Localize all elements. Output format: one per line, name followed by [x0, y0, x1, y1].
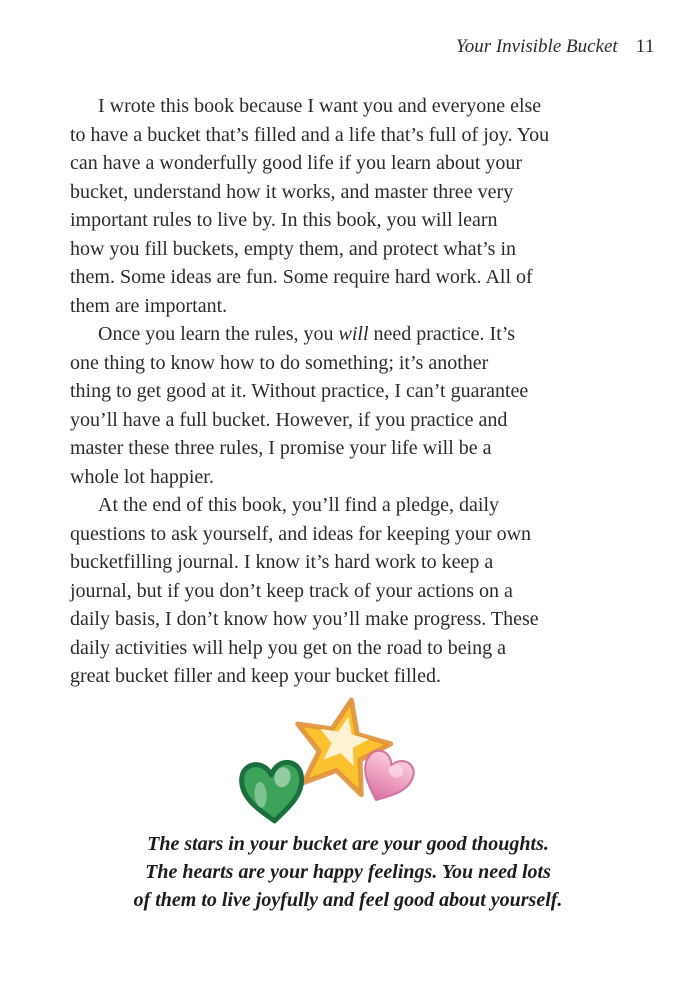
paragraph-3: [70, 491, 630, 691]
text-line: great bucket filler and keep your bucket filled.: [70, 665, 441, 687]
text-line: one thing to know how to do something; it’s another: [70, 351, 489, 374]
body-text: [70, 92, 630, 691]
text-line: you’ll have a full bucket. However, if you practice and: [70, 408, 508, 431]
text-line: thing to get good at it. Without practice, I can’t guarantee: [70, 380, 529, 402]
text-segment: need practice. It’s: [368, 323, 516, 345]
text-line: important rules to live by. In this book, you will learn: [70, 209, 498, 231]
page-header: [0, 36, 655, 58]
page-number: 11: [635, 36, 655, 57]
caption-line: The stars in your bucket are your good thoughts.: [147, 833, 549, 855]
text-line: daily activities will help you get on the road to being a: [70, 636, 507, 659]
text-line: I wrote this book because I want you and everyone else: [98, 95, 542, 117]
running-title: Your Invisible Bucket: [455, 36, 618, 57]
caption-line: The hearts are your happy feelings. You need lots: [145, 861, 551, 883]
text-line: them. Some ideas are fun. Some require hard work. All of: [70, 266, 533, 288]
text-line: [70, 320, 630, 349]
paragraph-1: [70, 92, 630, 320]
text-line: to have a bucket that’s filled and a life that’s full of joy. You: [70, 123, 550, 146]
caption-line: of them to live joyfully and feel good about yourself.: [133, 889, 563, 911]
text-line: At the end of this book, you’ll find a pledge, daily: [98, 494, 500, 516]
text-line: journal, but if you don’t keep track of your actions on a: [70, 579, 513, 602]
text-line: can have a wonderfully good life if you learn about your: [70, 152, 523, 174]
green-heart-icon: [241, 761, 305, 823]
star-hearts-illustration: [238, 696, 438, 831]
text-line: bucketfilling journal. I know it’s hard work to keep a: [70, 551, 494, 573]
text-line: questions to ask yourself, and ideas for keeping your own: [70, 522, 532, 545]
text-segment: Once you learn the rules, you: [98, 323, 339, 345]
text-line: master these three rules, I promise your life will be a: [70, 437, 492, 459]
text-line: daily basis, I don’t know how you’ll make progress. These: [70, 608, 539, 630]
text-line: bucket, understand how it works, and master three very: [70, 180, 514, 203]
text-line: them are important.: [70, 294, 228, 317]
text-line: how you fill buckets, empty them, and protect what’s in: [70, 237, 517, 260]
emphasized-word: will: [338, 323, 369, 345]
illustration-caption: [48, 830, 648, 914]
paragraph-2: [70, 320, 630, 491]
text-line: whole lot happier.: [70, 465, 214, 488]
